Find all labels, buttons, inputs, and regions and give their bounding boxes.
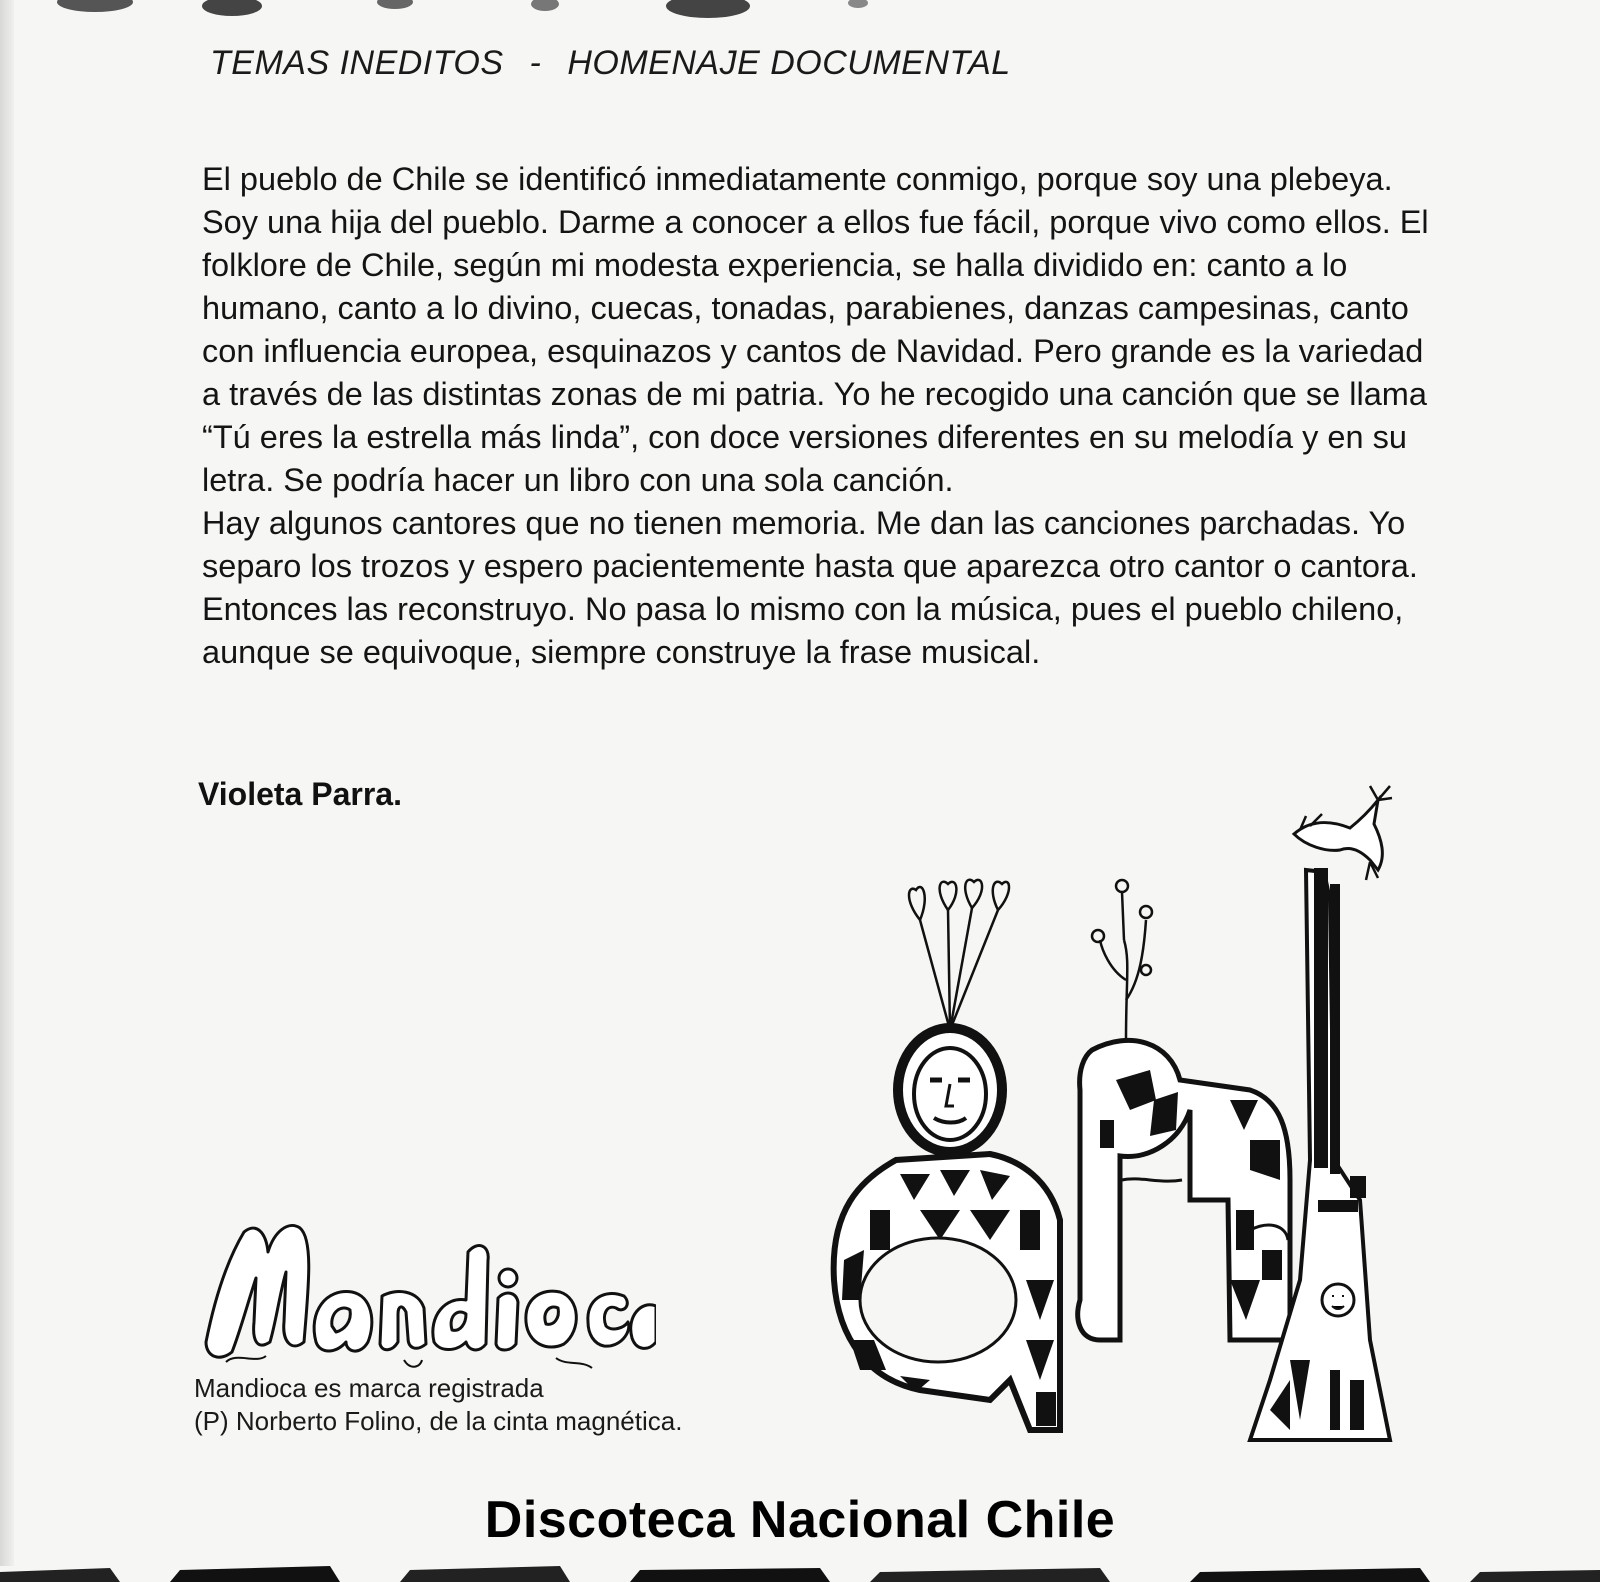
liner-notes-text xyxy=(202,158,1432,674)
trademark-line: Mandioca es marca registrada xyxy=(194,1373,544,1403)
bottom-edge-decoration xyxy=(0,1556,1600,1582)
folk-figures-illustration xyxy=(830,780,1460,1470)
header-separator: - xyxy=(529,44,542,82)
paragraph-2: Hay algunos cantores que no tienen memoria. Me dan las canciones parchadas. Yo separo los trozos y espero pacientemente hasta que aparezca otro cantor o cantora. Entonces las reconstruyo. No pasa lo mismo con la música, pues el pueblo chileno, aunque se equivoque, siempre construye la frase musical. xyxy=(202,505,1418,670)
header-title-right: HOMENAJE DOCUMENTAL xyxy=(567,44,1011,82)
copyright-line: (P) Norberto Folino, de la cinta magnética. xyxy=(194,1406,683,1436)
watermark: Discoteca Nacional Chile xyxy=(484,1491,1116,1549)
mandioca-logo xyxy=(196,1192,656,1372)
legal-notice xyxy=(194,1372,682,1438)
page-header xyxy=(210,44,1011,83)
header-title-left: TEMAS INEDITOS xyxy=(210,44,504,82)
scan-edge xyxy=(0,0,14,1582)
author-signature: Violeta Parra. xyxy=(198,776,402,812)
top-edge-decoration xyxy=(0,0,1600,24)
paragraph-1: El pueblo de Chile se identificó inmediatamente conmigo, porque soy una plebeya. Soy una hija del pueblo. Darme a conocer a ellos fue fácil, porque vivo como ellos. El folklore de Chile, según mi modesta experiencia, se halla dividido en: canto a lo humano, canto a lo divino, cuecas, tonadas, parabienes, danzas campesinas, canto con influencia europea, esquinazos y cantos de Navidad. Pero grande es la variedad a través de las distintas zonas de mi patria. Yo he recogido una canción que se llama “Tú eres la estrella más linda”, con doce versiones diferentes en su melodía y en su letra. Se podría hacer un libro con una sola canción. xyxy=(202,161,1429,498)
